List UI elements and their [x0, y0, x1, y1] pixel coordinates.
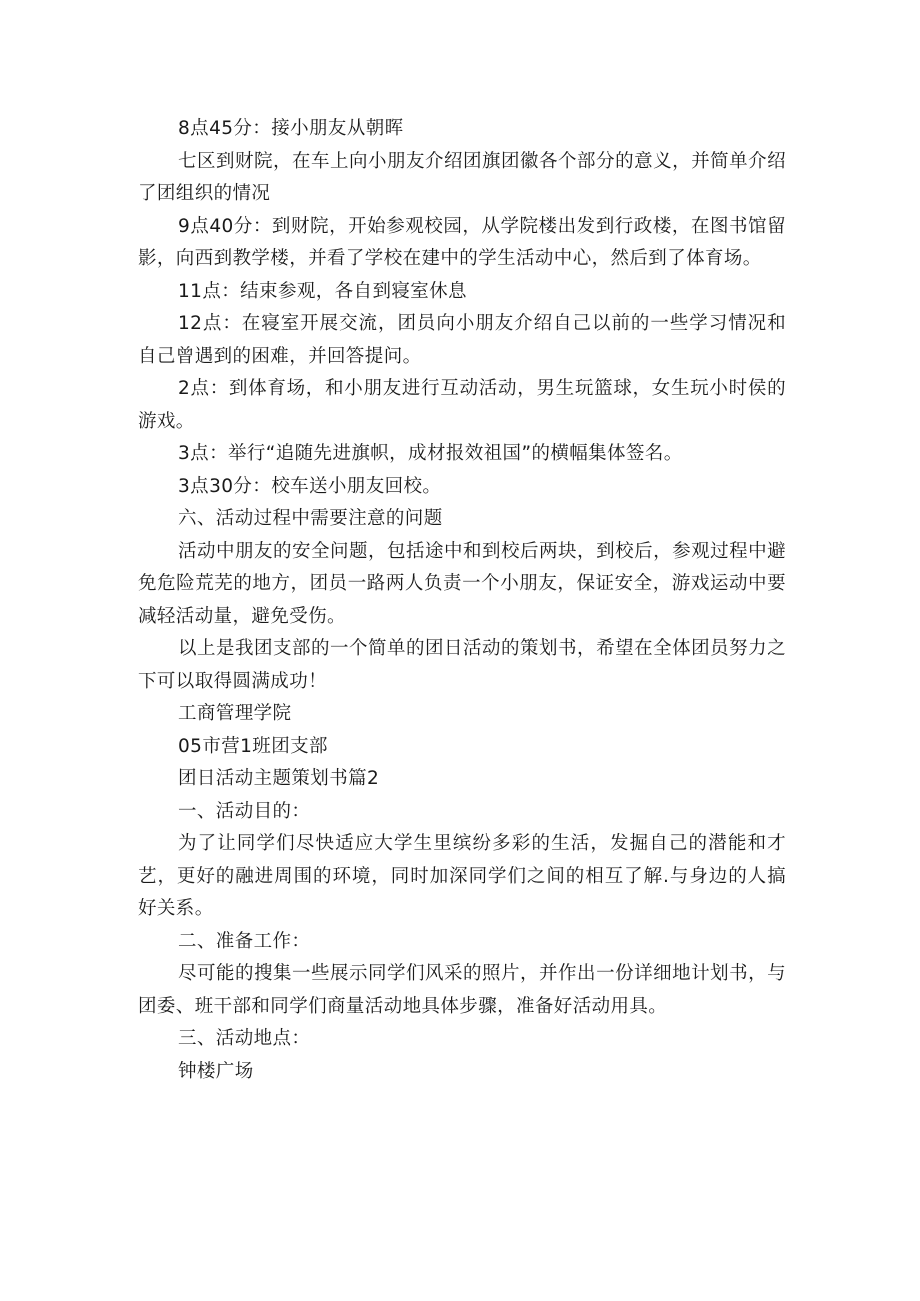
signature-college: 工商管理学院: [178, 703, 292, 724]
section-heading-location: 三、活动地点：: [178, 1028, 311, 1049]
paragraph-bus-intro: 七区到财院，在车上向小朋友介绍团旗团徽各个部分的意义，并简单介绍了团组织的情况: [138, 150, 786, 204]
section-heading-purpose: 一、活动目的：: [178, 800, 311, 822]
paragraph-preparation: 尽可能的搜集一些展示同学们风采的照片，并作出一份详细地计划书，与团委、班干部和同学们商量活动地具体步骤，准备好活动用具。: [138, 963, 786, 1017]
paragraph-time-1500: 3点：举行“追随先进旗帜，成材报效祖国”的横幅集体签名。: [178, 443, 683, 464]
paragraph-purpose: 为了让同学们尽快适应大学生里缤纷多彩的生活，发掘自己的潜能和才艺，更好的融进周围的环境，同时加深同学们之间的相互了解.与身边的人搞好关系。: [138, 833, 786, 919]
paragraph-time-1530: 3点30分：校车送小朋友回校。: [178, 475, 442, 497]
paragraph-time-0940: 9点40分：到财院，开始参观校园，从学院楼出发到行政楼，在图书馆留影，向西到教学楼，并看了学校在建中的学生活动中心，然后到了体育场。: [138, 215, 786, 269]
document-title-part2: 团日活动主题策划书篇2: [178, 768, 380, 789]
paragraph-location: 钟楼广场: [178, 1060, 254, 1082]
section-heading-preparation: 二、准备工作：: [178, 930, 311, 952]
signature-branch: 05市营1班团支部: [178, 735, 328, 757]
paragraph-conclusion: 以上是我团支部的一个简单的团日活动的策划书，希望在全体团员努力之下可以取得圆满成功！: [138, 638, 786, 692]
paragraph-time-1400: 2点：到体育场，和小朋友进行互动活动，男生玩篮球，女生玩小时侯的游戏。: [138, 378, 786, 432]
paragraph-time-1100: 11点：结束参观，各自到寝室休息: [178, 280, 467, 302]
paragraph-safety: 活动中朋友的安全问题，包括途中和到校后两块，到校后，参观过程中避免危险荒芜的地方，团员一路两人负责一个小朋友，保证安全，游戏运动中要减轻活动量，避免受伤。: [138, 540, 786, 627]
section-heading-notes: 六、活动过程中需要注意的问题: [178, 508, 443, 529]
paragraph-time-0845: 8点45分：接小朋友从朝晖: [178, 118, 404, 139]
document-body: [138, 113, 786, 1088]
paragraph-time-1200: 12点：在寝室开展交流，团员向小朋友介绍自己以前的一些学习情况和自己曾遇到的困难，并回答提问。: [138, 313, 786, 367]
